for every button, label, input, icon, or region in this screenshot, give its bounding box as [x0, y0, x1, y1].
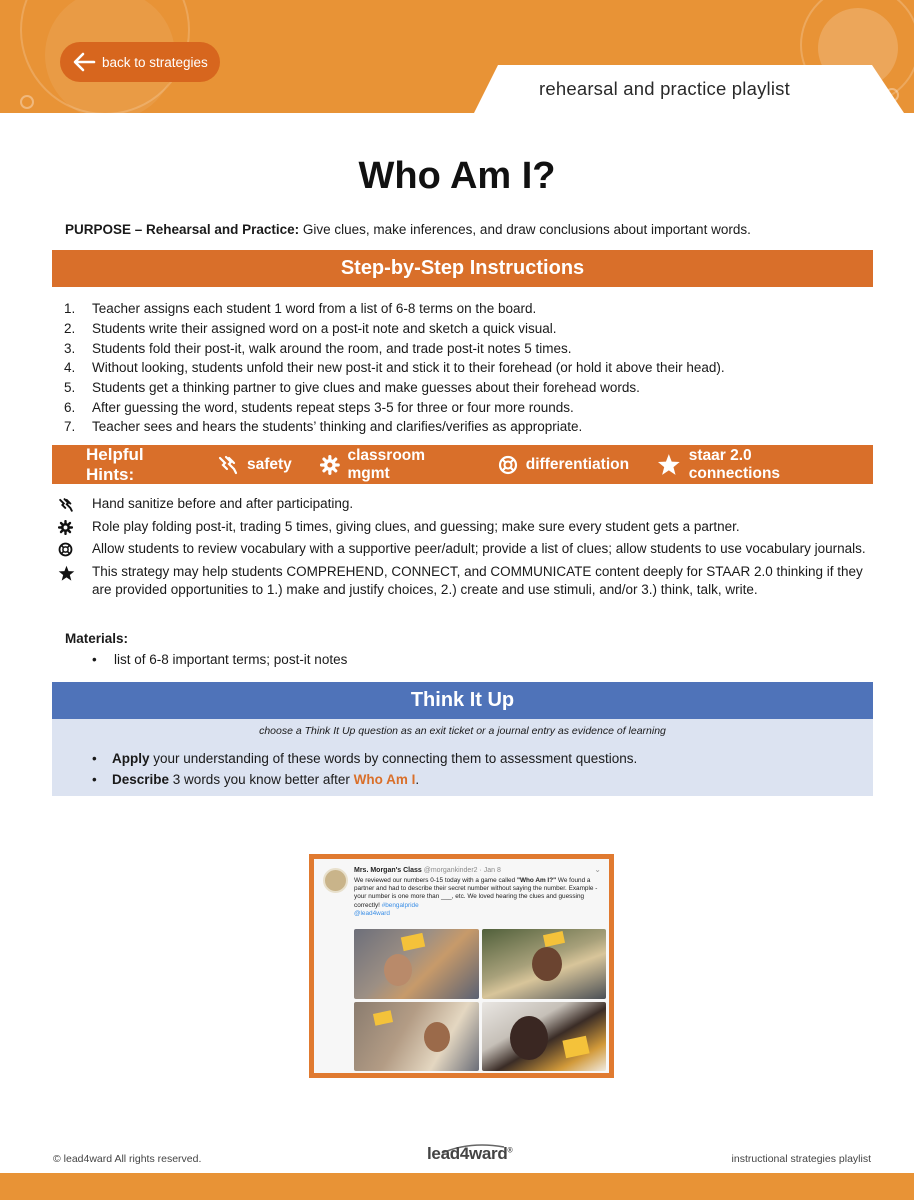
gear-icon — [320, 455, 340, 475]
tweet-body — [354, 877, 599, 918]
hint-text: This strategy may help students COMPREHEND, CONNECT, and COMMUNICATE content deeply for STAAR 2.0 thinking if they are provided opportunities to 1.) make and justify choices, 2.) create and use stimuli, and/or 3.) think, talk, write. — [92, 563, 863, 597]
tweet-hashtag: #bengalpride — [381, 901, 419, 909]
tweet-text-bold: "Who Am I?" — [516, 877, 557, 884]
list-item — [64, 378, 884, 398]
tweet-text: We reviewed our numbers 0-15 today with a game called — [354, 877, 517, 884]
arrow-left-icon — [72, 52, 96, 72]
tweet-author: Mrs. Morgan's Class — [354, 867, 422, 874]
back-to-strategies-button[interactable] — [60, 42, 220, 82]
list-item — [64, 358, 884, 378]
copyright-text: © lead4ward All rights reserved. — [53, 1153, 202, 1165]
list-item — [92, 769, 637, 790]
think-it-up-heading: Think It Up — [410, 689, 515, 711]
hint-category-safety — [217, 454, 292, 476]
think-it-up-box — [52, 719, 873, 796]
tweet-handle: @morgankinder2 · Jan 8 — [423, 867, 501, 874]
bullet: • — [92, 772, 97, 787]
list-item — [64, 338, 884, 358]
star-icon — [58, 565, 75, 582]
back-button-label: back to strategies — [102, 54, 208, 70]
decorative-circle — [20, 95, 34, 109]
think-item-bold: Describe — [112, 772, 170, 787]
hands-icon — [58, 497, 74, 513]
think-it-up-list — [92, 748, 637, 790]
bullet: • — [92, 751, 97, 766]
gear-icon — [58, 520, 73, 535]
list-item — [58, 518, 868, 537]
tweet-screenshot — [309, 854, 614, 1078]
materials-label: Materials: — [65, 631, 129, 646]
hint-text: Role play folding post-it, trading 5 times, giving clues, and guessing; make sure every student gets a partner. — [92, 518, 740, 534]
avatar — [323, 868, 348, 893]
tweet-card — [314, 859, 609, 1073]
list-item — [58, 563, 868, 600]
think-item-text: your understanding of these words by connecting them to assessment questions. — [149, 751, 638, 766]
step-text: After guessing the word, students repeat steps 3-5 for three or four more rounds. — [92, 399, 574, 415]
list-item — [92, 652, 347, 667]
step-number: 1. — [64, 301, 76, 317]
logo-text: lead4ward — [427, 1144, 508, 1163]
steps-heading-bar — [52, 250, 873, 287]
hint-category-differentiation — [498, 455, 629, 475]
step-number: 6. — [64, 399, 76, 415]
lifebuoy-icon — [58, 542, 73, 557]
tweet-photo-grid — [354, 929, 606, 1071]
think-item-text: 3 words you know better after — [169, 772, 354, 787]
classroom-photo — [482, 1002, 607, 1072]
purpose-statement — [65, 222, 751, 237]
hint-category-label: differentiation — [525, 455, 630, 473]
steps-list — [64, 299, 884, 437]
hint-category-label: staar 2.0 connections — [688, 446, 781, 482]
logo-registered-mark: ® — [507, 1147, 513, 1155]
page-title: Who Am I? — [358, 155, 556, 197]
lifebuoy-icon — [498, 455, 518, 475]
list-item — [64, 319, 884, 339]
list-item — [64, 299, 884, 319]
bullet: • — [92, 652, 97, 667]
think-item-bold: Apply — [112, 751, 150, 766]
lead4ward-logo — [427, 1144, 512, 1164]
strategy-name-highlight: Who Am I — [353, 772, 416, 787]
hint-category-staar — [657, 447, 845, 483]
classroom-photo — [482, 929, 607, 999]
step-text: Without looking, students unfold their new post-it and stick it to their forehead (or hold it above their head). — [92, 360, 725, 376]
list-item — [58, 540, 868, 559]
list-item — [64, 397, 884, 417]
hint-category-label: classroom mgmt — [347, 446, 426, 482]
playlist-label: rehearsal and practice playlist — [539, 78, 790, 99]
hints-heading: Helpful Hints: — [86, 444, 144, 484]
purpose-text: Give clues, make inferences, and draw conclusions about important words. — [299, 222, 751, 237]
star-icon — [657, 453, 681, 477]
step-number: 3. — [64, 340, 76, 356]
step-number: 7. — [64, 419, 76, 435]
list-item — [58, 495, 868, 514]
footer-bar — [0, 1173, 914, 1200]
purpose-label: PURPOSE – Rehearsal and Practice: — [65, 222, 300, 237]
classroom-photo — [354, 1002, 479, 1072]
step-number: 2. — [64, 321, 76, 337]
steps-heading: Step-by-Step Instructions — [340, 257, 585, 279]
think-it-up-subtitle: choose a Think It Up question as an exit ticket or a journal entry as evidence of learning — [259, 725, 666, 737]
tweet-header — [354, 867, 501, 874]
chevron-down-icon: ⌄ — [594, 865, 601, 874]
footer-right-text: instructional strategies playlist — [731, 1153, 871, 1165]
think-it-up-heading-bar — [52, 682, 873, 719]
hints-heading-bar — [52, 445, 873, 484]
hint-category-label: safety — [246, 455, 292, 473]
step-number: 5. — [64, 380, 76, 396]
step-text: Teacher sees and hears the students’ thinking and clarifies/verifies as appropriate. — [92, 419, 583, 435]
think-item-tail: . — [415, 772, 420, 787]
step-text: Students write their assigned word on a post-it note and sketch a quick visual. — [92, 321, 557, 337]
step-text: Teacher assigns each student 1 word from a list of 6-8 terms on the board. — [92, 301, 537, 317]
hints-list — [58, 495, 868, 604]
tweet-text: We found a partner and had to describe their secret number without saying the number. Example - your number is one more than ___, etc. We loved hearing the clues and guessing correctly! — [354, 877, 598, 909]
step-number: 4. — [64, 360, 76, 376]
list-item — [64, 417, 884, 437]
classroom-photo — [354, 929, 479, 999]
tweet-mention: @lead4ward — [354, 909, 390, 917]
hint-text: Allow students to review vocabulary with a supportive peer/adult; provide a list of clues; allow students to use vocabulary journals. — [92, 541, 866, 556]
step-text: Students fold their post-it, walk around the room, and trade post-it notes 5 times. — [92, 340, 572, 356]
list-item — [92, 748, 637, 769]
hands-icon — [217, 454, 239, 476]
hint-category-classroom-mgmt — [320, 447, 470, 483]
step-text: Students get a thinking partner to give clues and make guesses about their forehead words. — [92, 380, 640, 396]
hint-text: Hand sanitize before and after participating. — [92, 496, 354, 511]
material-text: list of 6-8 important terms; post-it notes — [114, 652, 348, 667]
